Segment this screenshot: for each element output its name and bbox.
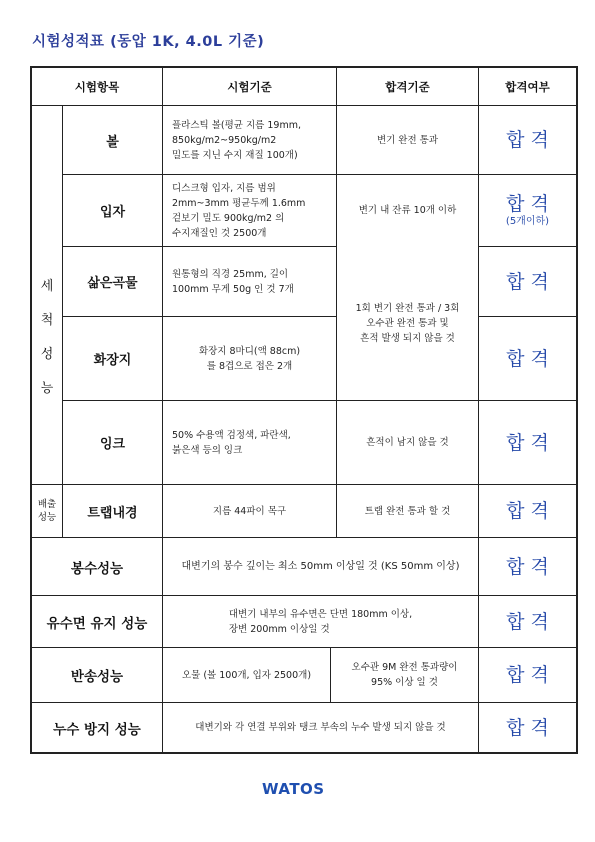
watos-logo: WATOS bbox=[262, 780, 325, 798]
row-trap-standard: 지름 44파이 목구 bbox=[212, 505, 287, 517]
row-trap-item: 트랩내경 bbox=[87, 505, 138, 521]
row-transport-item: 반송성능 bbox=[70, 669, 124, 685]
row-particle-criteria: 변기 내 잔류 10개 이하 bbox=[358, 205, 457, 216]
row-ink-result: 합격 bbox=[506, 431, 555, 454]
row-transport-standard: 오물 (볼 100개, 입자 2500개) bbox=[181, 669, 312, 681]
row-transport-criteria: 오수관 9M 완전 통과량이 95% 이상 일 것 bbox=[351, 662, 458, 688]
row-leak-standard: 대변기와 각 연결 부위와 탱크 부속의 누수 발생 되지 않을 것 bbox=[195, 722, 446, 733]
row-particle-result: 합격 (5개이하) bbox=[505, 193, 555, 227]
row-grain-item: 삶은곡물 bbox=[87, 276, 138, 291]
row-particle-item: 입자 bbox=[99, 205, 126, 220]
row-ink-criteria: 흔적이 남지 않을 것 bbox=[366, 437, 449, 448]
row-transport-result: 합격 bbox=[506, 664, 555, 686]
header-result: 합격여부 bbox=[505, 79, 550, 94]
row-ink-item: 잉크 bbox=[99, 437, 126, 452]
row-water-surface-item: 유수면 유지 성능 bbox=[46, 615, 148, 632]
row-grain-result: 합격 bbox=[506, 270, 555, 293]
row-ball-item: 볼 bbox=[106, 134, 119, 150]
row-ball-standard: 플라스틱 볼(평균 지름 19mm, 850kg/m2~950kg/m2 밀도를 지닌 수지 재질 100개) bbox=[172, 119, 301, 161]
row-water-surface-result: 합격 bbox=[506, 610, 555, 633]
row-ball-criteria: 변기 완전 통과 bbox=[376, 134, 439, 146]
header-criteria: 합격기준 bbox=[385, 79, 430, 94]
row-tissue-item: 화장지 bbox=[93, 353, 132, 368]
row-ink-standard: 50% 수용액 검정색, 파란색, 붉은색 등의 잉크 bbox=[172, 429, 291, 456]
header-standard: 시험기준 bbox=[227, 79, 272, 94]
group-cleaning-label: 세 척 성 능 bbox=[40, 279, 54, 396]
row-tissue-standard: 화장지 8마디(액 88cm) 를 8겹으로 접은 2개 bbox=[198, 345, 301, 372]
row-ball-result: 합격 bbox=[506, 129, 555, 151]
group-discharge-label: 배출 성능 bbox=[37, 499, 57, 523]
row-grain-standard: 원통형의 직경 25mm, 길이 100mm 무게 50g 인 것 7개 bbox=[172, 268, 294, 295]
row-leak-item: 누수 방지 성능 bbox=[53, 721, 141, 738]
merged-criteria: 1회 변기 완전 통과 / 3회 오수관 완전 통과 및 흔적 발생 되지 않을 것 bbox=[355, 303, 460, 344]
row-water-surface-standard: 대변기 내부의 유수면은 단면 180mm 이상, 장변 200mm 이상일 것 bbox=[228, 608, 413, 635]
row-leak-result: 합격 bbox=[506, 716, 555, 739]
row-trap-result: 합격 bbox=[506, 500, 555, 522]
row-seal-standard: 대변기의 봉수 깊이는 최소 50mm 이상일 것 (KS 50mm 이상) bbox=[181, 561, 460, 572]
row-particle-standard: 디스크형 입자, 지름 범위 2mm~3mm 평균두께 1.6mm 겉보기 밀도 900kg/m2 의 수지재질인 것 2500개 bbox=[172, 182, 306, 239]
row-trap-criteria: 트랩 완전 통과 할 것 bbox=[364, 505, 451, 517]
row-seal-result: 합격 bbox=[506, 555, 555, 578]
row-tissue-result: 합격 bbox=[506, 347, 555, 370]
row-seal-item: 봉수성능 bbox=[70, 560, 124, 577]
page-title: 시험성적표 (동압 1K, 4.0L 기준) bbox=[32, 34, 265, 50]
header-item: 시험항목 bbox=[74, 79, 120, 94]
